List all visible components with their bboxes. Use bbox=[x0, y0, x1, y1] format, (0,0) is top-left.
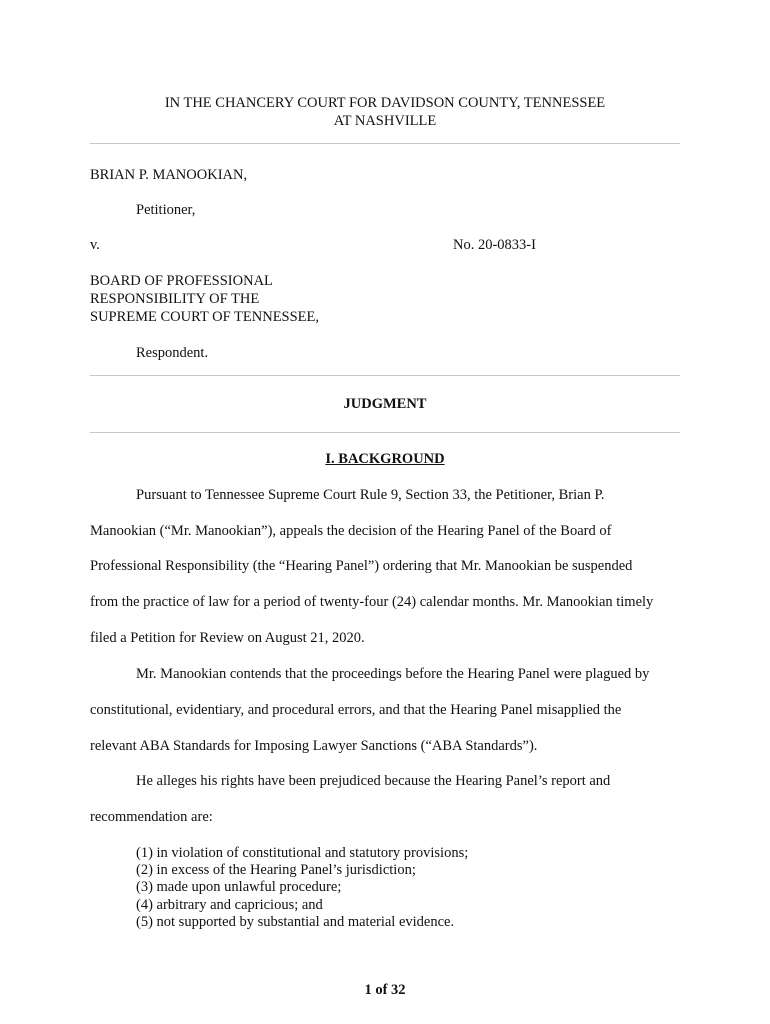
versus: v. bbox=[90, 237, 100, 253]
paragraph-line: relevant ABA Standards for Imposing Lawyer Sanctions (“ABA Standards”). bbox=[90, 738, 538, 754]
petitioner-name: BRIAN P. MANOOKIAN, bbox=[90, 167, 248, 183]
list-item: (1) in violation of constitutional and statutory provisions; bbox=[136, 845, 469, 861]
paragraph-line: recommendation are: bbox=[90, 809, 213, 825]
court-name-line2: AT NASHVILLE bbox=[333, 113, 437, 129]
page-number: 1 of 32 bbox=[364, 982, 406, 998]
court-name-line1: IN THE CHANCERY COURT FOR DAVIDSON COUNTY, TENNESSEE bbox=[164, 95, 606, 111]
section-heading: I. BACKGROUND bbox=[325, 451, 445, 467]
list-item: (3) made upon unlawful procedure; bbox=[136, 879, 342, 895]
respondent-line3: SUPREME COURT OF TENNESSEE, bbox=[90, 309, 320, 325]
paragraph-line: from the practice of law for a period of twenty-four (24) calendar months. Mr. Manookian timely bbox=[90, 594, 654, 610]
respondent-line1: BOARD OF PROFESSIONAL bbox=[90, 273, 273, 289]
respondent-line2: RESPONSIBILITY OF THE bbox=[90, 291, 260, 307]
paragraph-line: constitutional, evidentiary, and procedural errors, and that the Hearing Panel misapplied the bbox=[90, 702, 622, 718]
list-item: (2) in excess of the Hearing Panel’s jurisdiction; bbox=[136, 862, 416, 878]
paragraph-line: Professional Responsibility (the “Hearing Panel”) ordering that Mr. Manookian be suspended bbox=[90, 558, 633, 574]
paragraph-line: Pursuant to Tennessee Supreme Court Rule 9, Section 33, the Petitioner, Brian P. bbox=[136, 487, 605, 503]
petitioner-role: Petitioner, bbox=[136, 202, 196, 218]
list-item: (4) arbitrary and capricious; and bbox=[136, 897, 323, 913]
case-number: No. 20-0833-I bbox=[453, 237, 536, 253]
caption-divider bbox=[90, 375, 680, 376]
paragraph-line: Manookian (“Mr. Manookian”), appeals the decision of the Hearing Panel of the Board of bbox=[90, 523, 612, 539]
respondent-role: Respondent. bbox=[136, 345, 209, 361]
paragraph-line: filed a Petition for Review on August 21, 2020. bbox=[90, 630, 365, 646]
title-divider bbox=[90, 432, 680, 433]
document-title: JUDGMENT bbox=[343, 396, 427, 412]
header-divider bbox=[90, 143, 680, 144]
paragraph-line: He alleges his rights have been prejudiced because the Hearing Panel’s report and bbox=[136, 773, 611, 789]
paragraph-line: Mr. Manookian contends that the proceedings before the Hearing Panel were plagued by bbox=[136, 666, 650, 682]
list-item: (5) not supported by substantial and material evidence. bbox=[136, 914, 455, 930]
